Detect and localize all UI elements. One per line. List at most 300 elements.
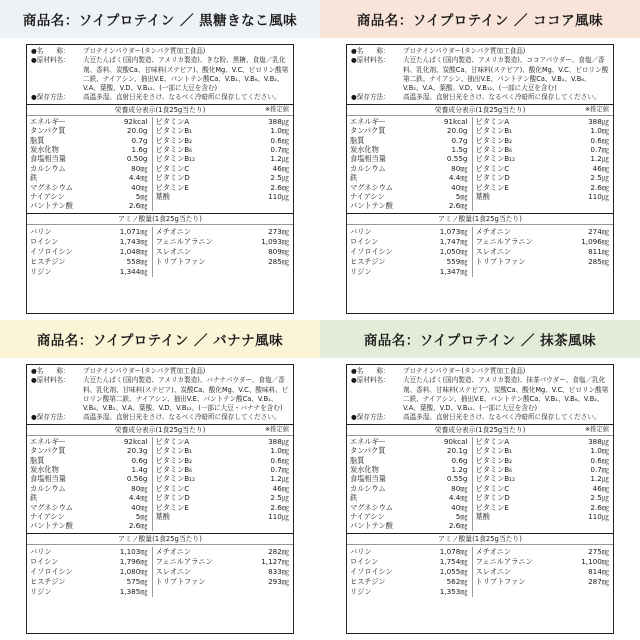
panel-title: 商品名：ソイプロテイン ／ 黒糖きなこ風味 [0, 0, 320, 38]
info-key: ●名 称： [351, 47, 390, 55]
table-row [347, 587, 613, 597]
nutrient-name: 鉄 [350, 493, 358, 503]
nutrient-name: ナイアシン [350, 192, 385, 202]
nutrient-name: ビタミンA [475, 436, 510, 446]
nutrient-name: ビタミンE [155, 502, 189, 512]
nutrient-value: 388㎍ [268, 436, 289, 446]
nutrient-name: 脂質 [30, 455, 45, 465]
amino-name: スレオニン [155, 246, 192, 256]
table-row [347, 557, 613, 567]
nutrient-name [152, 201, 240, 210]
info-key: ●原材料名： [351, 56, 390, 65]
table-row [347, 503, 613, 512]
nutrient-name: 炭水化物 [30, 145, 59, 154]
table-row [27, 192, 293, 201]
panel-title: 商品名：ソイプロテイン ／ 抹茶風味 [320, 320, 640, 358]
nutrient-name: 葉酸 [475, 512, 490, 522]
amino-name: バリン [350, 546, 372, 556]
amino-name: フェニルアラニン [155, 556, 213, 566]
product-info [27, 45, 293, 104]
nutrient-name: マグネシウム [30, 502, 73, 512]
table-row [347, 237, 613, 247]
table-row [27, 247, 293, 257]
nutrient-value: 0.6㎎ [270, 455, 289, 465]
info-row [351, 367, 609, 376]
amino-value [240, 267, 293, 277]
amino-name: バリン [30, 546, 52, 556]
amino-value: 1,071㎎ [99, 227, 152, 237]
amino-table [27, 227, 293, 277]
amino-value: 285㎎ [588, 256, 609, 266]
info-key: ●名 称： [31, 47, 70, 55]
amino-value: 282㎎ [268, 546, 289, 556]
nutrient-value: 1.0㎎ [590, 126, 609, 136]
amino-header-text: アミノ酸量(1食25g当たり) [118, 534, 202, 543]
product-info [347, 45, 613, 104]
info-key: ●原材料名： [31, 376, 70, 385]
amino-value: 285㎎ [268, 256, 289, 266]
nutrition-label [26, 44, 294, 314]
nutrient-value: 4.4㎎ [419, 493, 472, 502]
amino-value: 273㎎ [268, 226, 289, 236]
amino-value: 1,048㎎ [99, 247, 152, 257]
nutrient-name: エネルギー [350, 436, 386, 446]
info-value: プロテインパウダー(タンパク質加工食品) [403, 47, 526, 55]
amino-name [152, 267, 240, 277]
nutrient-name: ビタミンB₂ [475, 455, 513, 465]
amino-value: 274㎎ [588, 226, 609, 236]
nutrient-name: ナイアシン [30, 512, 65, 522]
nutrient-name: ビタミンE [475, 182, 509, 192]
nutrient-value: 0.7㎎ [270, 145, 289, 154]
nutrient-value: 0.6g [419, 456, 472, 465]
info-value: プロテインパウダー(タンパク質加工食品) [83, 47, 206, 55]
nutrient-value: 2.6㎎ [270, 502, 289, 512]
nutrient-name: 鉄 [350, 173, 358, 183]
nutrition-header-text: 栄養成分表示(1食25g当たり) [434, 105, 526, 114]
table-row [347, 484, 613, 493]
estimate-note: ※推定値 [264, 425, 289, 433]
amino-name: フェニルアラニン [475, 236, 533, 246]
nutrition-header [347, 424, 613, 436]
info-row [351, 376, 609, 413]
nutrition-table [27, 437, 293, 531]
nutrient-name: ビタミンB₁₂ [155, 154, 195, 164]
nutrient-value: 0.7g [419, 136, 472, 145]
nutrient-value: 40㎎ [99, 503, 152, 512]
info-key: ●名 称： [351, 367, 390, 375]
nutrient-name: 葉酸 [475, 192, 490, 202]
nutrient-value: 92kcal [99, 437, 152, 446]
nutrient-value: 1.0㎎ [270, 126, 289, 136]
nutrient-name: タンパク質 [350, 126, 386, 136]
nutrient-name: 脂質 [350, 135, 365, 145]
amino-name: ロイシン [30, 236, 59, 246]
amino-name: スレオニン [475, 246, 512, 256]
table-row [347, 257, 613, 267]
nutrient-name [472, 521, 560, 530]
nutrition-header [27, 424, 293, 436]
table-row [27, 493, 293, 502]
amino-value: 1,096㎎ [581, 236, 609, 246]
amino-header [27, 533, 293, 545]
table-row [27, 577, 293, 587]
amino-value [560, 267, 613, 277]
amino-value: 1,743㎎ [99, 237, 152, 247]
info-value: プロテインパウダー(タンパク質加工食品) [83, 367, 206, 375]
nutrient-value: 0.55g [419, 474, 472, 483]
table-row [347, 154, 613, 163]
nutrient-value: 0.7g [99, 136, 152, 145]
nutrient-value: 1.5g [419, 145, 472, 154]
amino-value: 1,073㎎ [419, 227, 472, 237]
nutrient-value: 0.50g [99, 154, 152, 163]
amino-table [347, 547, 613, 597]
amino-value: 293㎎ [268, 576, 289, 586]
nutrient-name: ビタミンA [155, 436, 190, 446]
amino-value: 1,747㎎ [419, 237, 472, 247]
amino-value: 558㎎ [99, 257, 152, 267]
product-info [27, 365, 293, 424]
nutrient-value: 40㎎ [419, 183, 472, 192]
amino-header [347, 533, 613, 545]
nutrient-value: 1.2㎍ [270, 154, 289, 164]
table-row [27, 237, 293, 247]
amino-value: 1,754㎎ [419, 557, 472, 567]
nutrient-name: ビタミンB₆ [475, 465, 513, 474]
estimate-note: ※推定値 [264, 105, 289, 113]
nutrient-name: ビタミンC [155, 163, 190, 173]
amino-name: ロイシン [350, 556, 379, 566]
nutrient-value: 46㎎ [592, 483, 609, 493]
info-row [31, 367, 289, 376]
nutrient-name: マグネシウム [30, 182, 73, 192]
nutrient-value: 5㎎ [419, 192, 472, 201]
amino-value: 1,093㎎ [261, 236, 289, 246]
info-value: 高温多湿、直射日光をさけ、なるべく冷暗所に保存してください。 [83, 413, 281, 422]
table-row [27, 126, 293, 135]
nutrient-name: ビタミンC [155, 483, 190, 493]
nutrition-header [27, 104, 293, 116]
nutrient-value: 92kcal [99, 117, 152, 126]
amino-value: 814㎎ [588, 566, 609, 576]
nutrient-name: ビタミンB₁₂ [155, 474, 195, 484]
amino-name: ロイシン [30, 556, 59, 566]
panel-title: 商品名：ソイプロテイン ／ バナナ風味 [0, 320, 320, 358]
table-row [347, 117, 613, 126]
nutrient-value [240, 521, 293, 530]
nutrient-name: ビタミンA [475, 116, 510, 126]
nutrient-name: ビタミンA [155, 116, 190, 126]
amino-value [240, 587, 293, 597]
amino-name: メチオニン [475, 546, 512, 556]
nutrient-value [560, 521, 613, 530]
amino-value: 1,385㎎ [99, 587, 152, 597]
nutrient-name: ビタミンB₁₂ [475, 474, 515, 484]
table-row [347, 493, 613, 502]
nutrition-table [347, 437, 613, 531]
amino-name: リジン [350, 266, 372, 276]
nutrient-value: 0.6㎎ [590, 135, 609, 145]
nutrient-name [472, 201, 560, 210]
info-value: 高温多湿、直射日光をさけ、なるべく冷暗所に保存してください。 [403, 93, 601, 102]
nutrient-value: 1.2g [419, 465, 472, 474]
nutrition-label [26, 364, 294, 634]
nutrient-value: 20.0g [419, 126, 472, 135]
table-row [347, 173, 613, 182]
table-row [27, 503, 293, 512]
nutrient-value: 1.0㎎ [590, 446, 609, 456]
amino-name: トリプトファン [475, 256, 526, 266]
product-info [347, 365, 613, 424]
nutrient-value: 110㎍ [268, 192, 289, 202]
nutrient-name: マグネシウム [350, 182, 393, 192]
table-row [27, 474, 293, 483]
nutrient-name: カルシウム [30, 163, 66, 173]
nutrient-name [152, 521, 240, 530]
table-row [27, 164, 293, 173]
nutrient-name: 鉄 [30, 173, 38, 183]
table-row [27, 145, 293, 154]
nutrient-value: 2.6㎎ [590, 182, 609, 192]
nutrient-name: ビタミンB₁ [475, 446, 513, 456]
nutrient-name: ビタミンB₁ [475, 126, 513, 136]
table-row [27, 465, 293, 474]
amino-header-text: アミノ酸量(1食25g当たり) [438, 214, 522, 223]
info-value: 大豆たんぱく(国内製造、アメリカ製造)、抹茶パウダー、食塩／乳化剤、香料、甘味料(ステビア)、炭酸Ca、酸化Mg、V.C、ピロリン酸第二鉄、ナイアシン、抽出V.E、パントテン酸Ca、V.B₁、V.B₆、V.B₂、V.A、葉酸、V.D、V.B₁₂、(一部に大豆を含む) [403, 376, 609, 413]
table-row [27, 136, 293, 145]
table-row [27, 437, 293, 446]
table-row [27, 547, 293, 557]
nutrient-name: 脂質 [350, 455, 365, 465]
nutrient-value [560, 201, 613, 210]
nutrient-name: 葉酸 [155, 512, 170, 522]
nutrient-value: 110㎍ [588, 192, 609, 202]
amino-name: トリプトファン [155, 576, 206, 586]
table-row [347, 247, 613, 257]
amino-value: 1,103㎎ [99, 547, 152, 557]
nutrient-value: 90kcal [419, 437, 472, 446]
nutrient-value: 0.6㎎ [590, 455, 609, 465]
info-row [351, 413, 609, 422]
table-row [347, 521, 613, 530]
info-value: 大豆たんぱく(国内製造、アメリカ製造)、きな粉、黒糖、食塩／乳化剤、香料、炭酸Ca、甘味料(ステビア)、酸化Mg、V.C、ピロリン酸第二鉄、ナイアシン、抽出V.E、パントテン酸Ca、V.B₁、V.B₆、V.B₂、V.A、葉酸、V.D、V.B₁₂、(一部に大豆を含む) [83, 56, 289, 93]
nutrient-name: 食塩相当量 [30, 474, 66, 484]
nutrient-value: 1.2㎍ [270, 474, 289, 484]
amino-name: ロイシン [350, 236, 379, 246]
amino-name: フェニルアラニン [155, 236, 213, 246]
table-row [347, 227, 613, 237]
nutrient-name: エネルギー [30, 436, 66, 446]
nutrient-value: 1.0㎎ [270, 446, 289, 456]
nutrition-label [346, 44, 614, 314]
nutrient-name: ビタミンB₂ [475, 135, 513, 145]
amino-header-text: アミノ酸量(1食25g当たり) [118, 214, 202, 223]
amino-header [27, 213, 293, 225]
nutrient-value: 20.3g [99, 446, 152, 455]
amino-name: リジン [30, 586, 52, 596]
nutrient-value: 2.6㎎ [99, 201, 152, 210]
estimate-note: ※推定値 [584, 105, 609, 113]
table-row [347, 437, 613, 446]
nutrient-value: 4.4㎎ [419, 173, 472, 182]
nutrient-value: 2.6㎎ [270, 182, 289, 192]
amino-value: 1,080㎎ [99, 567, 152, 577]
amino-name: メチオニン [155, 546, 192, 556]
info-value: 高温多湿、直射日光をさけ、なるべく冷暗所に保存してください。 [83, 93, 281, 102]
nutrient-value: 2.6㎎ [419, 201, 472, 210]
nutrient-name: 炭水化物 [350, 145, 379, 154]
amino-table [27, 547, 293, 597]
nutrient-name: 葉酸 [155, 192, 170, 202]
nutrition-header [347, 104, 613, 116]
amino-name: リジン [30, 266, 52, 276]
table-row [27, 267, 293, 277]
nutrient-name: パントテン酸 [30, 521, 73, 531]
info-key: ●保存方法： [31, 413, 70, 422]
panel-banana [0, 320, 320, 640]
nutrient-name: タンパク質 [350, 446, 386, 456]
table-row [27, 446, 293, 455]
nutrient-name: マグネシウム [350, 502, 393, 512]
info-key: ●原材料名： [351, 376, 390, 385]
nutrient-name: パントテン酸 [30, 201, 73, 211]
amino-name [472, 587, 560, 597]
info-value: プロテインパウダー(タンパク質加工食品) [403, 367, 526, 375]
nutrient-name: タンパク質 [30, 446, 66, 456]
table-row [27, 456, 293, 465]
amino-name: ヒスチジン [30, 576, 66, 586]
info-key: ●名 称： [31, 367, 70, 375]
nutrient-value: 1.4g [99, 465, 152, 474]
table-row [27, 557, 293, 567]
nutrient-value: 2.5㎍ [590, 493, 609, 503]
nutrient-name: カルシウム [350, 163, 386, 173]
amino-value: 1,078㎎ [419, 547, 472, 557]
info-row [31, 93, 289, 102]
nutrient-value: 20.0g [99, 126, 152, 135]
panel-cocoa [320, 0, 640, 320]
nutrient-value: 80㎎ [99, 484, 152, 493]
table-row [347, 456, 613, 465]
nutrient-name: タンパク質 [30, 126, 66, 136]
nutrient-value [240, 201, 293, 210]
nutrient-value: 0.56g [99, 474, 152, 483]
nutrient-name: ナイアシン [30, 192, 65, 202]
table-row [347, 446, 613, 455]
table-row [347, 201, 613, 210]
info-value: 大豆たんぱく(国内製造、アメリカ製造)、ココアパウダー、食塩／香料、乳化剤、炭酸Ca、甘味料(ステビア)、酸化Mg、V.C、ピロリン酸第二鉄、ナイアシン、抽出V.E、パントテン酸Ca、V.B₁、V.B₆、V.B₂、V.A、葉酸、V.D、V.B₁₂、(一部に大豆を含む) [403, 56, 609, 93]
table-row [347, 474, 613, 483]
nutrient-name: ビタミンB₆ [155, 145, 193, 154]
amino-value: 1,796㎎ [99, 557, 152, 567]
nutrient-value: 20.1g [419, 446, 472, 455]
info-row [31, 47, 289, 56]
table-row [347, 145, 613, 154]
info-key: ●保存方法： [31, 93, 70, 102]
nutrient-name: ビタミンD [475, 493, 510, 503]
nutrient-value: 1.2㎍ [590, 154, 609, 164]
nutrient-name: ナイアシン [350, 512, 385, 522]
amino-name: イソロイシン [30, 246, 73, 256]
nutrient-name: 脂質 [30, 135, 45, 145]
nutrient-name: 炭水化物 [30, 465, 59, 474]
amino-name: イソロイシン [350, 566, 393, 576]
info-row [351, 93, 609, 102]
table-row [347, 577, 613, 587]
table-row [347, 267, 613, 277]
nutrient-value: 2.6㎎ [419, 521, 472, 530]
nutrient-value: 2.5㎍ [270, 173, 289, 183]
info-row [31, 56, 289, 93]
amino-name: スレオニン [155, 566, 192, 576]
nutrient-value: 4.4㎎ [99, 173, 152, 182]
table-row [347, 547, 613, 557]
table-row [27, 512, 293, 521]
amino-value [560, 587, 613, 597]
amino-value: 809㎎ [268, 246, 289, 256]
nutrient-name: ビタミンB₁ [155, 126, 193, 136]
nutrient-name: パントテン酸 [350, 201, 393, 211]
amino-value: 833㎎ [268, 566, 289, 576]
amino-name: リジン [350, 586, 372, 596]
amino-header [347, 213, 613, 225]
nutrition-header-text: 栄養成分表示(1食25g当たり) [434, 425, 526, 434]
amino-value: 1,344㎎ [99, 267, 152, 277]
amino-value: 575㎎ [99, 577, 152, 587]
nutrient-value: 388㎍ [268, 116, 289, 126]
nutrient-value: 5㎎ [99, 512, 152, 521]
nutrient-name: ビタミンD [155, 173, 190, 183]
nutrient-value: 5㎎ [99, 192, 152, 201]
amino-name [152, 587, 240, 597]
table-row [27, 154, 293, 163]
table-row [27, 484, 293, 493]
amino-header-text: アミノ酸量(1食25g当たり) [438, 534, 522, 543]
info-row [31, 413, 289, 422]
nutrient-name: パントテン酸 [350, 521, 393, 531]
table-row [27, 227, 293, 237]
nutrient-name: ビタミンB₆ [155, 465, 193, 474]
nutrient-name: ビタミンD [475, 173, 510, 183]
amino-name: バリン [350, 226, 372, 236]
amino-value: 1,100㎎ [581, 556, 609, 566]
nutrient-value: 0.6㎎ [270, 135, 289, 145]
nutrient-name: ビタミンD [155, 493, 190, 503]
nutrient-value: 388㎍ [588, 116, 609, 126]
nutrient-name: ビタミンB₂ [155, 455, 193, 465]
nutrient-name: 食塩相当量 [30, 154, 66, 164]
amino-name: トリプトファン [155, 256, 206, 266]
amino-value: 1,055㎎ [419, 567, 472, 577]
nutrition-header-text: 栄養成分表示(1食25g当たり) [114, 425, 206, 434]
panel-title: 商品名：ソイプロテイン ／ ココア風味 [320, 0, 640, 38]
amino-value: 811㎎ [588, 246, 609, 256]
info-key: ●保存方法： [351, 93, 390, 102]
nutrient-name: エネルギー [30, 116, 66, 126]
nutrient-value: 110㎍ [588, 512, 609, 522]
info-key: ●原材料名： [31, 56, 70, 65]
nutrient-value: 5㎎ [419, 512, 472, 521]
nutrition-table [27, 117, 293, 211]
estimate-note: ※推定値 [584, 425, 609, 433]
table-row [347, 512, 613, 521]
table-row [347, 164, 613, 173]
nutrient-name: ビタミンC [475, 163, 510, 173]
nutrient-name: カルシウム [350, 483, 386, 493]
nutrient-value: 80㎎ [99, 164, 152, 173]
nutrient-name: エネルギー [350, 116, 386, 126]
